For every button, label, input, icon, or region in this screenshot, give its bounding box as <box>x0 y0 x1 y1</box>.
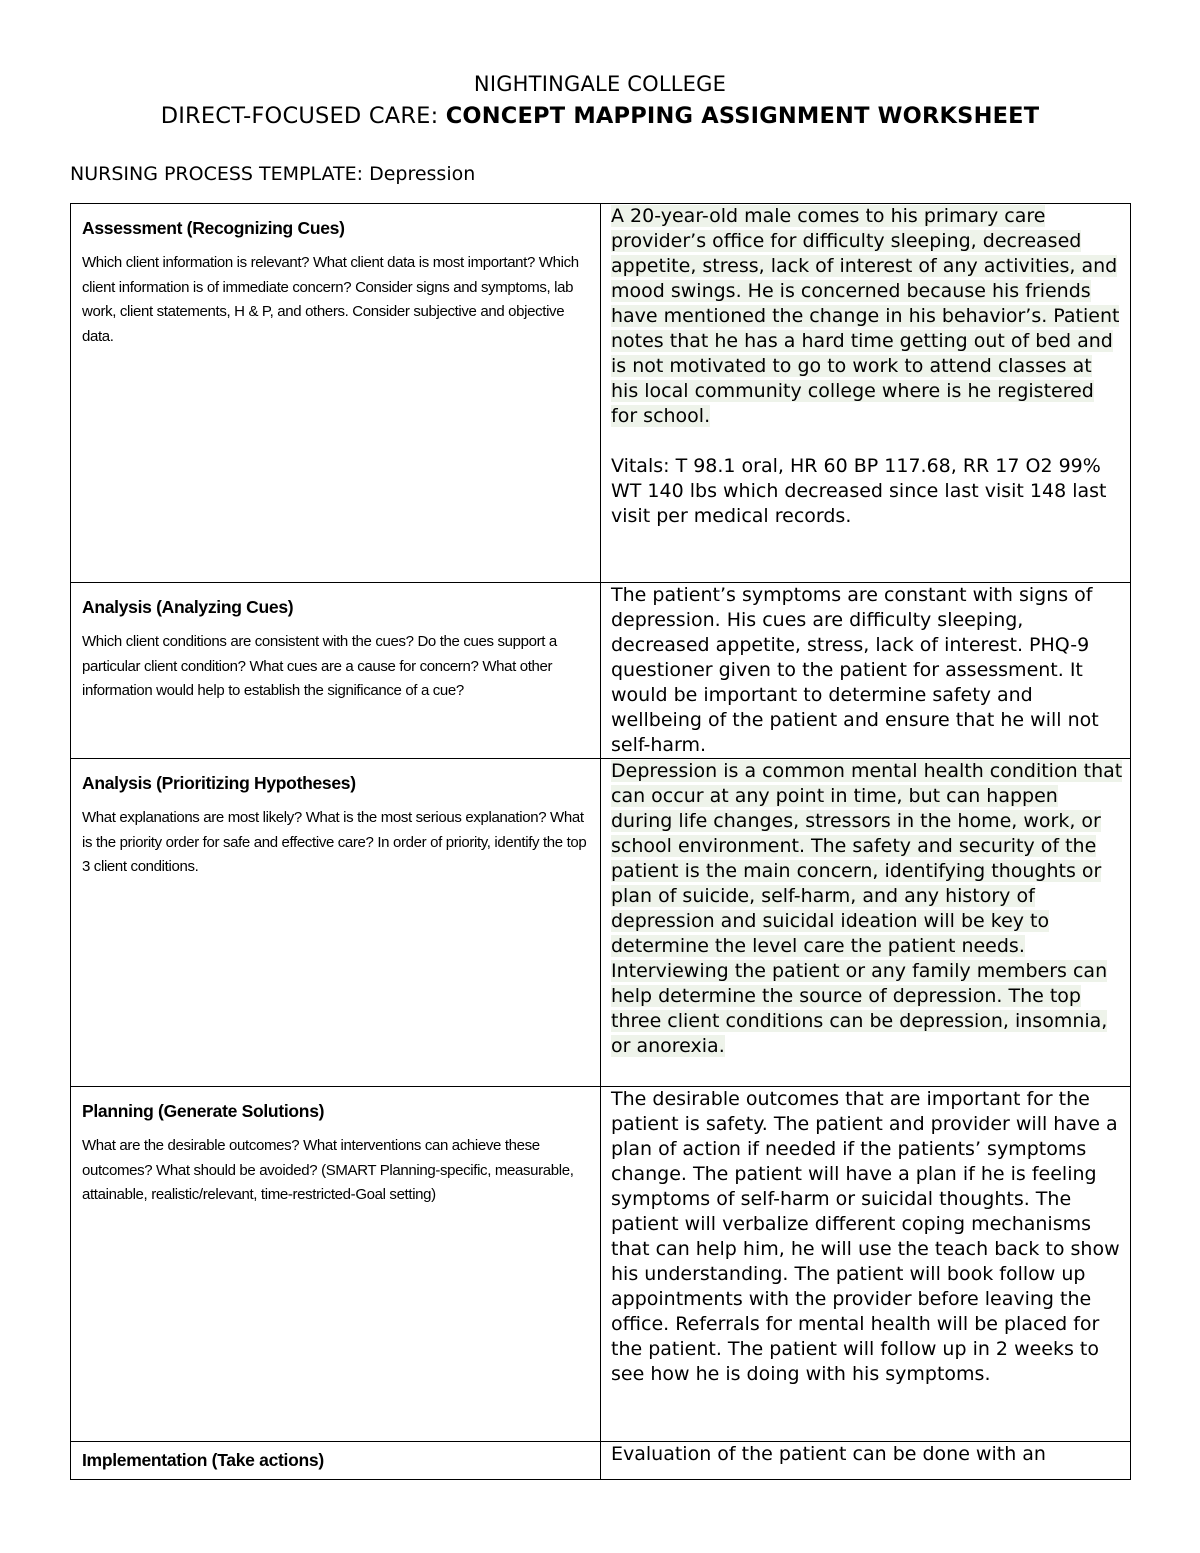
row-prompt: Which client information is relevant? What client data is most important? Which client information is of immediate concern? Consider signs and symptoms, lab work, client statements, H & P, and others. Consider subjective and objective data. <box>82 254 579 345</box>
answer-text: Depression is a common mental health condition that can occur at any point in time, but can happen during life changes, stressors in the home, work, or school environment. The safety and security of the patient is the main concern, identifying thoughts or plan of suicide, self-harm, and any history of depression and suicidal ideation will be key to determine the level care the patient needs. Interviewing the patient or any family members can help determine the source of depression. The top three client conditions can be depression, insomnia, or anorexia. <box>611 760 1123 1057</box>
answer-paragraph <box>611 759 1124 1059</box>
college-name: NIGHTINGALE COLLEGE <box>473 72 727 96</box>
row-title: Assessment (Recognizing Cues) <box>82 218 345 238</box>
answer-cell <box>601 583 1131 759</box>
row-title: Implementation (Take actions) <box>82 1450 324 1470</box>
table-row <box>71 1442 1131 1480</box>
answer-cell <box>601 1087 1131 1442</box>
row-prompt: What explanations are most likely? What is the most serious explanation? What is the priority order for safe and effective care? In order of priority, identify the top 3 client conditions. <box>82 809 587 875</box>
question-cell <box>71 1442 601 1480</box>
table-row <box>71 759 1131 1087</box>
worksheet-title <box>0 103 1200 129</box>
nursing-process-table <box>70 203 1131 1480</box>
row-prompt: What are the desirable outcomes? What interventions can achieve these outcomes? What should be avoided? (SMART Planning-specific, measurable, attainable, realistic/relevant, time-restricted-Goal setting) <box>82 1137 574 1203</box>
table-row <box>71 204 1131 583</box>
answer-cell <box>601 204 1131 583</box>
answer-cell <box>601 759 1131 1087</box>
vitals-text: Vitals: T 98.1 oral, HR 60 BP 117.68, RR 17 O2 99% <box>611 455 1101 477</box>
answer-cell <box>601 1442 1131 1480</box>
answer-paragraph <box>611 204 1124 429</box>
answer-text: Evaluation of the patient can be done with an <box>611 1443 1046 1465</box>
answer-text: The desirable outcomes that are important for the patient is safety. The patient and provider will have a plan of action if needed if the patients’ symptoms change. The patient will have a plan if he is feeling symptoms of self-harm or suicidal thoughts. The patient will verbalize different coping mechanisms that can help him, he will use the teach back to show his understanding. The patient will book follow up appointments with the provider before leaving the office. Referrals for mental health will be placed for the patient. The patient will follow up in 2 weeks to see how he is doing with his symptoms. <box>611 1088 1120 1385</box>
row-title: Analysis (Prioritizing Hypotheses) <box>82 773 356 793</box>
weight-text: WT 140 lbs which decreased since last visit 148 last visit per medical records. <box>611 480 1107 527</box>
answer-text: The patient’s symptoms are constant with signs of depression. His cues are difficulty sleeping, decreased appetite, stress, lack of interest. PHQ-9 questioner given to the patient for assessment. It would be important to determine safety and wellbeing of the patient and ensure that he will not self-harm. <box>611 584 1099 756</box>
question-cell <box>71 204 601 583</box>
row-prompt: Which client conditions are consistent with the cues? Do the cues support a particular client condition? What cues are a cause for concern? What other information would help to establish the significance of a cue? <box>82 633 557 699</box>
worksheet-title-bold: CONCEPT MAPPING ASSIGNMENT WORKSHEET <box>445 103 1040 129</box>
template-label: NURSING PROCESS TEMPLATE: Depression <box>70 163 476 185</box>
row-title: Planning (Generate Solutions) <box>82 1101 325 1121</box>
worksheet-title-regular: DIRECT-FOCUSED CARE: <box>160 103 446 129</box>
answer-text: A 20-year-old male comes to his primary care provider’s office for difficulty sleeping, decreased appetite, stress, lack of interest of any activities, and mood swings. He is concerned because his friends have mentioned the change in his behavior’s. Patient notes that he has a hard time getting out of bed and is not motivated to go to work to attend classes at his local community college where is he registered for school. <box>611 205 1120 427</box>
question-cell <box>71 583 601 759</box>
row-title: Analysis (Analyzing Cues) <box>82 597 294 617</box>
table-row <box>71 583 1131 759</box>
table-row <box>71 1087 1131 1442</box>
question-cell <box>71 1087 601 1442</box>
question-cell <box>71 759 601 1087</box>
